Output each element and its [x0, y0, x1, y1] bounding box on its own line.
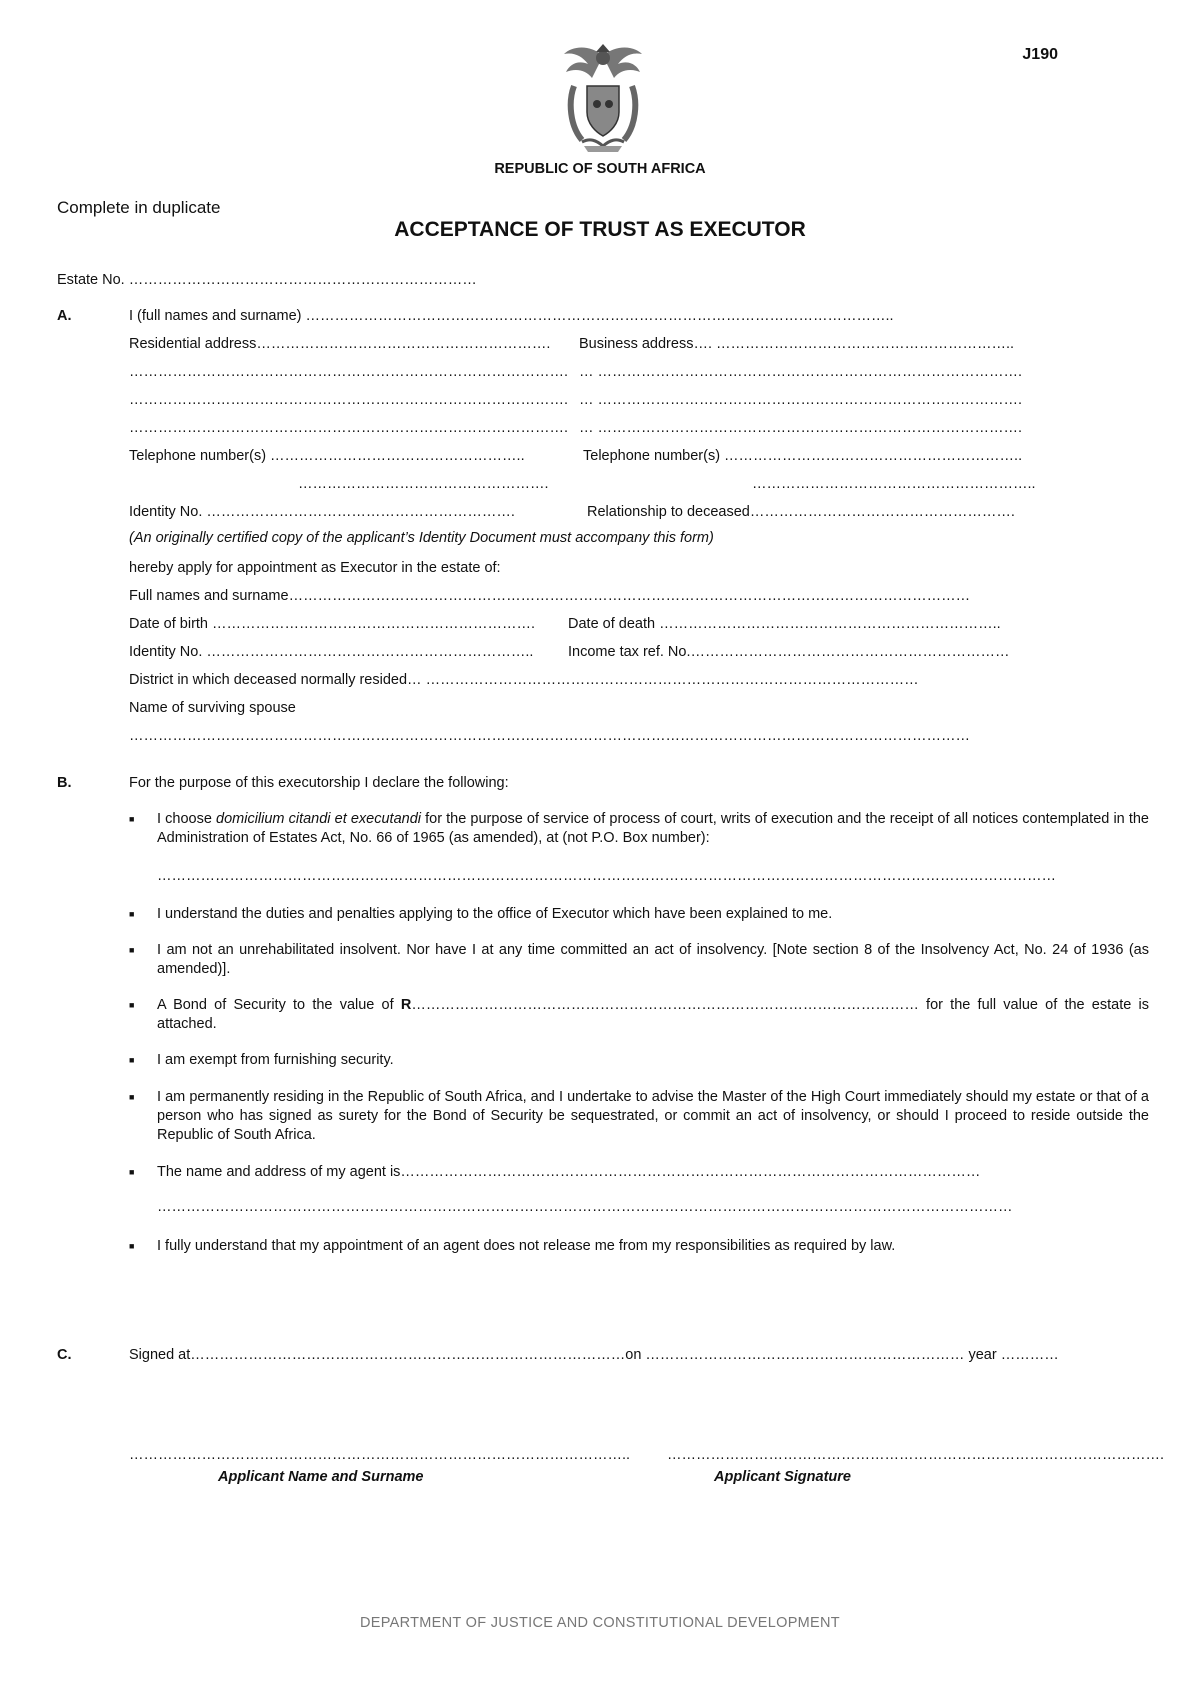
date-of-death-field[interactable]: Date of death …………………………………………………………….. [568, 616, 1001, 632]
residency-clause [129, 1088, 1149, 1145]
estate-no-field[interactable]: Estate No. ……………………………………………………………… [57, 272, 477, 288]
section-b-intro: For the purpose of this executorship I declare the following: [129, 775, 509, 791]
bullet-icon: ■ [129, 945, 135, 955]
bullet-icon: ■ [129, 1167, 135, 1177]
insolvency-clause [129, 941, 1149, 979]
residency-text: I am permanently residing in the Republic of South Africa, and I undertake to advise the Master of the High Court immediately should my estate or that of a person who has signed as surety for the Bond of Security be sequestrated, or commit an act of insolvency, or should I proceed to reside outside the Republic of South Africa. [157, 1089, 1149, 1143]
duties-text: I understand the duties and penalties applying to the office of Executor which have been explained to me. [157, 906, 833, 922]
deceased-full-names-field[interactable]: Full names and surname…………………………………………………………………………………………………………………………… [129, 588, 971, 604]
agent-clause [129, 1163, 1149, 1182]
bond-value-field[interactable]: …………………………………………………………………………………………… for the full value of the estate is attached. [157, 997, 1149, 1032]
duties-clause [129, 905, 1149, 924]
surviving-spouse-label: Name of surviving spouse [129, 700, 296, 716]
department-footer: DEPARTMENT OF JUSTICE AND CONSTITUTIONAL DEVELOPMENT [360, 1615, 840, 1631]
domicilium-address-field[interactable]: …………………………………………………………………………………………………………………………………………………………………… [157, 868, 1056, 884]
domicilium-text-post: for the purpose of service of process of court, writs of execution and the receipt of all notices contemplated in the Administration of Estates Act, No. 66 of 1965 (as amended), at (not P.O. Box number): [157, 811, 1150, 846]
agent-responsibility-text: I fully understand that my appointment of an agent does not release me from my responsibilities as required by law. [157, 1238, 896, 1254]
complete-in-duplicate-note: Complete in duplicate [57, 198, 221, 217]
bond-text-pre: A Bond of Security to the value of [157, 997, 401, 1013]
exempt-text: I am exempt from furnishing security. [157, 1052, 394, 1068]
residential-address-line-4[interactable]: ………………………………………………………………………………. [129, 420, 569, 436]
agent-address-line-2[interactable]: …………………………………………………………………………………………………………………………………………………………… [157, 1199, 1013, 1215]
applicant-signature-caption: Applicant Signature [714, 1469, 851, 1485]
date-of-birth-field[interactable]: Date of birth …………………………………………………………. [129, 616, 536, 632]
form-code: J190 [1022, 46, 1058, 63]
agent-name-address-field[interactable]: The name and address of my agent is………………………………………………………………………………………………………… [157, 1164, 981, 1180]
bullet-icon: ■ [129, 1055, 135, 1065]
relationship-to-deceased-field[interactable]: Relationship to deceased………………………………………………. [587, 504, 1015, 520]
surviving-spouse-field[interactable]: ………………………………………………………………………………………………………………………………………………………… [129, 728, 970, 744]
form-title: ACCEPTANCE OF TRUST AS EXECUTOR [394, 218, 806, 241]
section-c-letter: C. [57, 1347, 72, 1363]
residential-telephone-line-2[interactable]: ……………………………………………. [298, 476, 549, 492]
domicilium-latin-phrase: domicilium citandi et executandi [216, 811, 421, 827]
business-address-line-4[interactable]: … ……………………………………………………………………………. [579, 420, 1023, 436]
apply-statement: hereby apply for appointment as Executor in the estate of: [129, 560, 501, 576]
identity-document-note: (An originally certified copy of the applicant’s Identity Document must accompany this form) [129, 530, 714, 546]
signed-at-field[interactable]: Signed at………………………………………………………………………………on ………………………………………………………… year ………… [129, 1347, 1059, 1363]
applicant-identity-no-field[interactable]: Identity No. ………………………………………………………. [129, 504, 515, 520]
business-telephone-line-2[interactable]: ………………………………………………….. [752, 476, 1036, 492]
agent-responsibility-clause [129, 1237, 1149, 1256]
bond-currency-symbol: R [400, 997, 412, 1013]
domicilium-clause [129, 810, 1149, 848]
country-heading: REPUBLIC OF SOUTH AFRICA [494, 161, 706, 177]
bullet-icon: ■ [129, 909, 135, 919]
business-address-line-3[interactable]: … ……………………………………………………………………………. [579, 392, 1023, 408]
bullet-icon: ■ [129, 1241, 135, 1251]
applicant-signature-line[interactable]: …………………………………………………………………………………………. [667, 1447, 1165, 1463]
residential-address-line-3[interactable]: ………………………………………………………………………………. [129, 392, 569, 408]
applicant-full-names-field[interactable]: I (full names and surname) ………………………………………………………………………………………………………….. [129, 308, 894, 324]
residential-telephone-field[interactable]: Telephone number(s) …………………………………………….. [129, 448, 525, 464]
bullet-icon: ■ [129, 814, 135, 824]
bond-of-security-clause [129, 996, 1149, 1034]
deceased-identity-no-field[interactable]: Identity No. ………………………………………………………….. [129, 644, 534, 660]
applicant-name-line[interactable]: ………………………………………………………………………………………….. [129, 1447, 631, 1463]
business-address-line-2[interactable]: … ……………………………………………………………………………. [579, 364, 1023, 380]
bullet-icon: ■ [129, 1000, 135, 1010]
section-a-letter: A. [57, 308, 72, 324]
coat-of-arms-icon [560, 42, 646, 154]
bullet-icon: ■ [129, 1092, 135, 1102]
domicilium-text-pre: I choose [157, 811, 217, 827]
exempt-clause [129, 1051, 1149, 1070]
district-field[interactable]: District in which deceased normally resided… ………………………………………………………………………………………… [129, 672, 919, 688]
residential-address-line-2[interactable]: ………………………………………………………………………………. [129, 364, 569, 380]
residential-address-field[interactable]: Residential address……………………………………………………. [129, 336, 551, 352]
applicant-name-caption: Applicant Name and Surname [218, 1469, 424, 1485]
section-b-letter: B. [57, 775, 72, 791]
business-telephone-field[interactable]: Telephone number(s) …………………………………………………….. [583, 448, 1023, 464]
business-address-field[interactable]: Business address…. …………………………………………………….. [579, 336, 1015, 352]
income-tax-ref-field[interactable]: Income tax ref. No.………………………………………………………… [568, 644, 1010, 660]
insolvency-text: I am not an unrehabilitated insolvent. Nor have I at any time committed an act of insolvency. [Note section 8 of the Insolvency Act, No. 24 of 1936 (as amended)]. [157, 942, 1149, 977]
